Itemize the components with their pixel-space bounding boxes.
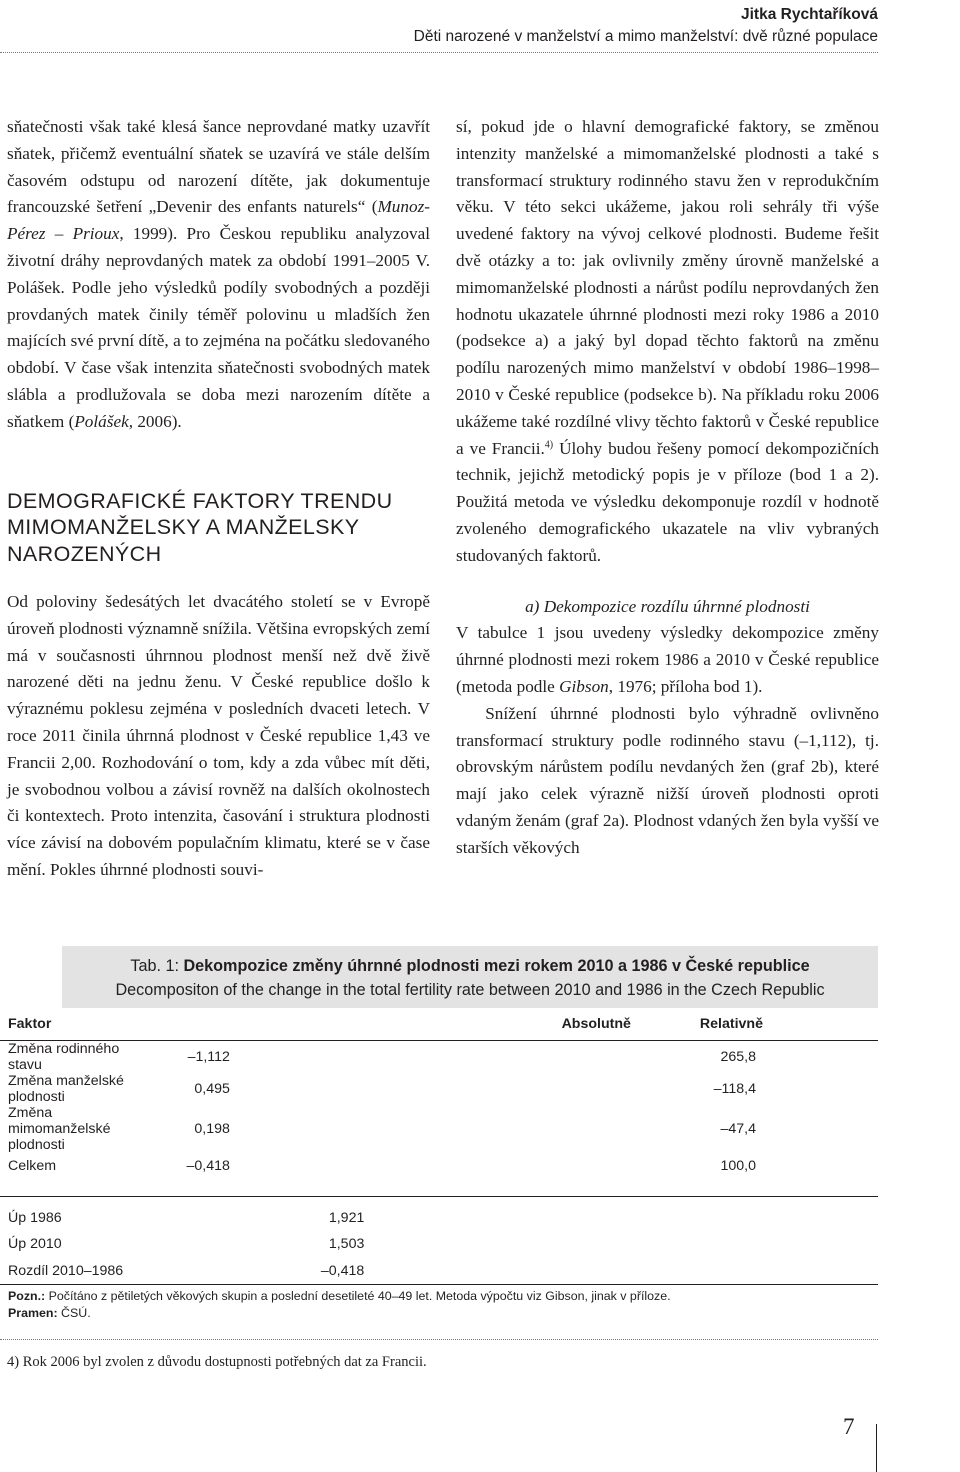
page-number-rule xyxy=(876,1424,877,1472)
table-title-text: Dekompozice změny úhrnné plodnosti mezi rokem 2010 a 1986 v České republice xyxy=(183,957,810,975)
cell-label: Úp 1986 xyxy=(8,1209,62,1226)
left-paragraph-2: Od poloviny šedesátých let dvacátého století se v Evropě úroveň plodnosti významně snížila. Většina evropských zemí má v současnosti úhrnnou plodnost menší než dvě živě narozené děti na jednu ženu. V České republice došlo k výraznému poklesu zejména v posledních dvaceti letech. V roce 2011 činila úhrnná plodnost v České republice 1,43 ve Francii 2,00. Rozhodování o tom, kdy a zda vůbec mít děti, je svobodnou volbou a závisí rovněž na dalších okolnostech či kontextech. Proto intenzita, časování i struktura plodnosti více závisí na dobovém populačním klimatu, které se v čase mění. Pokles úhrnné plodnosti souvi- xyxy=(7,592,430,880)
table-source-line xyxy=(8,1305,878,1322)
cell-absolute: –0,418 xyxy=(186,1158,230,1175)
header-author: Jitka Rychtaříková xyxy=(741,6,878,23)
subsection-heading: a) Dekompozice rozdílu úhrnné plodnosti xyxy=(525,596,810,616)
footnote-rule xyxy=(0,1339,878,1340)
cell-factor: Změna rodinného stavu xyxy=(8,1041,120,1073)
header-rule xyxy=(0,52,878,53)
cell-value: 1,503 xyxy=(328,1236,365,1253)
table-note xyxy=(0,1284,878,1322)
footnote-ref[interactable]: 4) xyxy=(544,438,554,450)
cell-factor: Změna mimomanželské plodnosti xyxy=(8,1105,111,1153)
table-row xyxy=(0,1205,878,1232)
right-p1-text-a: sí, pokud jde o hlavní demografické faktory, se změnou intenzity manželské a mimomanželské plodnosti a také s transformací struktury rodinného stavu žen v reprodukčním věku. V této sekci ukážeme, jakou roli sehrály tři výše uvedené faktory na vývoj celkové plodnosti. Budeme řešit dvě otázky a to: jak ovlivnily změny úrovně manželské a mimomanželské plodnosti a nárůst podílu neprovdaných žen hodnotu ukazatele úhrnné plodnosti mezi roky 1986 a 2010 (podsekce a) a jaký byl dopad těchto faktorů na změnu podílu narozených mimo manželství v období 1986–1998–2010 v České republice (podsekce b). Na příkladu roku 2006 ukážeme také rozdílné vlivy těchto faktorů v České republice a ve Francii. xyxy=(456,117,879,458)
text-segment: , 2006). xyxy=(128,411,182,431)
cell-relative: 100,0 xyxy=(720,1158,756,1175)
page-number: 7 xyxy=(843,1414,855,1439)
cell-label: Rozdíl 2010–1986 xyxy=(8,1262,124,1279)
source-label: Pramen: xyxy=(8,1306,58,1320)
text-segment: sňatečnosti však také klesá šance neprovdané matky uzavřít sňatek, přičemž eventuální sňatek se uzavírá ve stále delším časovém odstupu od narození dítěte, jak dokumentuje francouzské šetření „Devenir des enfants naturels“ ( xyxy=(7,117,430,217)
table-note-line xyxy=(8,1288,878,1305)
right-paragraph-2 xyxy=(456,620,879,700)
cell-absolute: 0,198 xyxy=(194,1121,230,1137)
right-p2-citation: Gibson xyxy=(559,676,609,696)
cell-relative: –47,4 xyxy=(720,1121,756,1137)
col-header-relative: Relativně xyxy=(643,1008,878,1041)
citation: Polášek xyxy=(74,411,129,431)
cell-factor: Celkem xyxy=(8,1158,57,1175)
text-segment: , 1999). Pro Českou republiku analyzoval životní dráhy neprovdaných matek za období 1991–2005 V. Polášek. Podle jeho výsledků podíly svobodných a později provdaných matek činily téměř polovinu u mladších žen majících své první dítě, a to zejména na počátku sledovaného období. V čase však intenzita sňatečnosti svobodných matek slábla a prodlužovala se doba mezi narozením dítěte a sňatkem ( xyxy=(7,224,430,431)
right-p2-text-b: , 1976; příloha bod 1). xyxy=(608,676,763,696)
note-label: Pozn.: xyxy=(8,1289,46,1303)
table-row xyxy=(0,1196,878,1205)
footnote: 4) Rok 2006 byl zvolen z důvodu dostupnosti potřebných dat za Francii. xyxy=(7,1354,427,1370)
right-p1-text-b: Úlohy budou řešeny pomocí dekompozičních technik, jejichž metodický popis je v příloze (bod 1 a 2). Použitá metoda ve výsledku dekomponuje rozdíl v hodnotě zvoleného demografického ukazatele na vliv vybraných studovaných faktorů. xyxy=(456,438,879,565)
right-paragraph-1 xyxy=(456,114,879,570)
cell-relative: –118,4 xyxy=(713,1081,756,1097)
note-text: Počítáno z pětiletých věkových skupin a poslední desetileté 40–49 let. Metoda výpočtu viz Gibson, jinak v příloze. xyxy=(45,1289,671,1303)
cell-absolute: 0,495 xyxy=(194,1081,230,1097)
cell-value: 1,921 xyxy=(328,1209,365,1226)
table-row xyxy=(0,1231,878,1258)
table-caption xyxy=(62,946,878,1008)
cell-absolute: –1,112 xyxy=(187,1049,230,1065)
left-paragraph-1 xyxy=(7,114,430,436)
table-row xyxy=(0,1153,878,1180)
table-title xyxy=(62,954,878,978)
right-p2-text-a: V tabulce 1 jsou uvedeny výsledky dekompozice změny úhrnné plodnosti mezi rokem 1986 a 2010 v České republice (metoda podle xyxy=(456,623,879,696)
table-header-row xyxy=(0,1008,878,1041)
table-row xyxy=(0,1258,878,1285)
right-paragraph-3: Snížení úhrnné plodnosti bylo výhradně ovlivněno transformací struktury podle rodinného stavu (–1,112), tj. obrovským nárůstem podílu nevdaných žen (graf 2b), které mají jako celek výrazně nižší úroveň plodnosti oproti vdaným ženám (graf 2a). Plodnost vdaných žen byla vyšší ve starších věkových xyxy=(456,703,879,857)
col-header-absolute: Absolutně xyxy=(149,1008,643,1041)
header-subtitle: Děti narozené v manželství a mimo manželství: dvě různé populace xyxy=(413,28,878,45)
citation: Munoz-Pérez – Prioux xyxy=(7,197,430,244)
table-row xyxy=(0,1041,878,1074)
left-column xyxy=(7,114,430,884)
section-heading: DEMOGRAFICKÉ FAKTORY TRENDU MIMOMANŽELSKY A MANŽELSKY NAROZENÝCH xyxy=(7,488,393,566)
cell-value: –0,418 xyxy=(320,1262,365,1279)
cell-factor: Změna manželské plodnosti xyxy=(8,1073,124,1105)
table-1 xyxy=(0,946,878,1322)
right-column xyxy=(456,114,879,862)
table-row xyxy=(0,1105,878,1153)
table-row xyxy=(0,1073,878,1105)
col-header-factor: Faktor xyxy=(0,1008,149,1041)
running-header xyxy=(414,4,878,48)
table-title-en: Decompositon of the change in the total fertility rate between 2010 and 1986 in the Czech Republic xyxy=(115,981,825,999)
table-label: Tab. 1: xyxy=(130,957,184,975)
table-separator xyxy=(0,1180,878,1197)
decomposition-table xyxy=(0,1008,878,1284)
cell-label: Úp 2010 xyxy=(8,1236,62,1253)
cell-relative: 265,8 xyxy=(720,1049,756,1065)
source-text: ČSÚ. xyxy=(57,1306,91,1320)
